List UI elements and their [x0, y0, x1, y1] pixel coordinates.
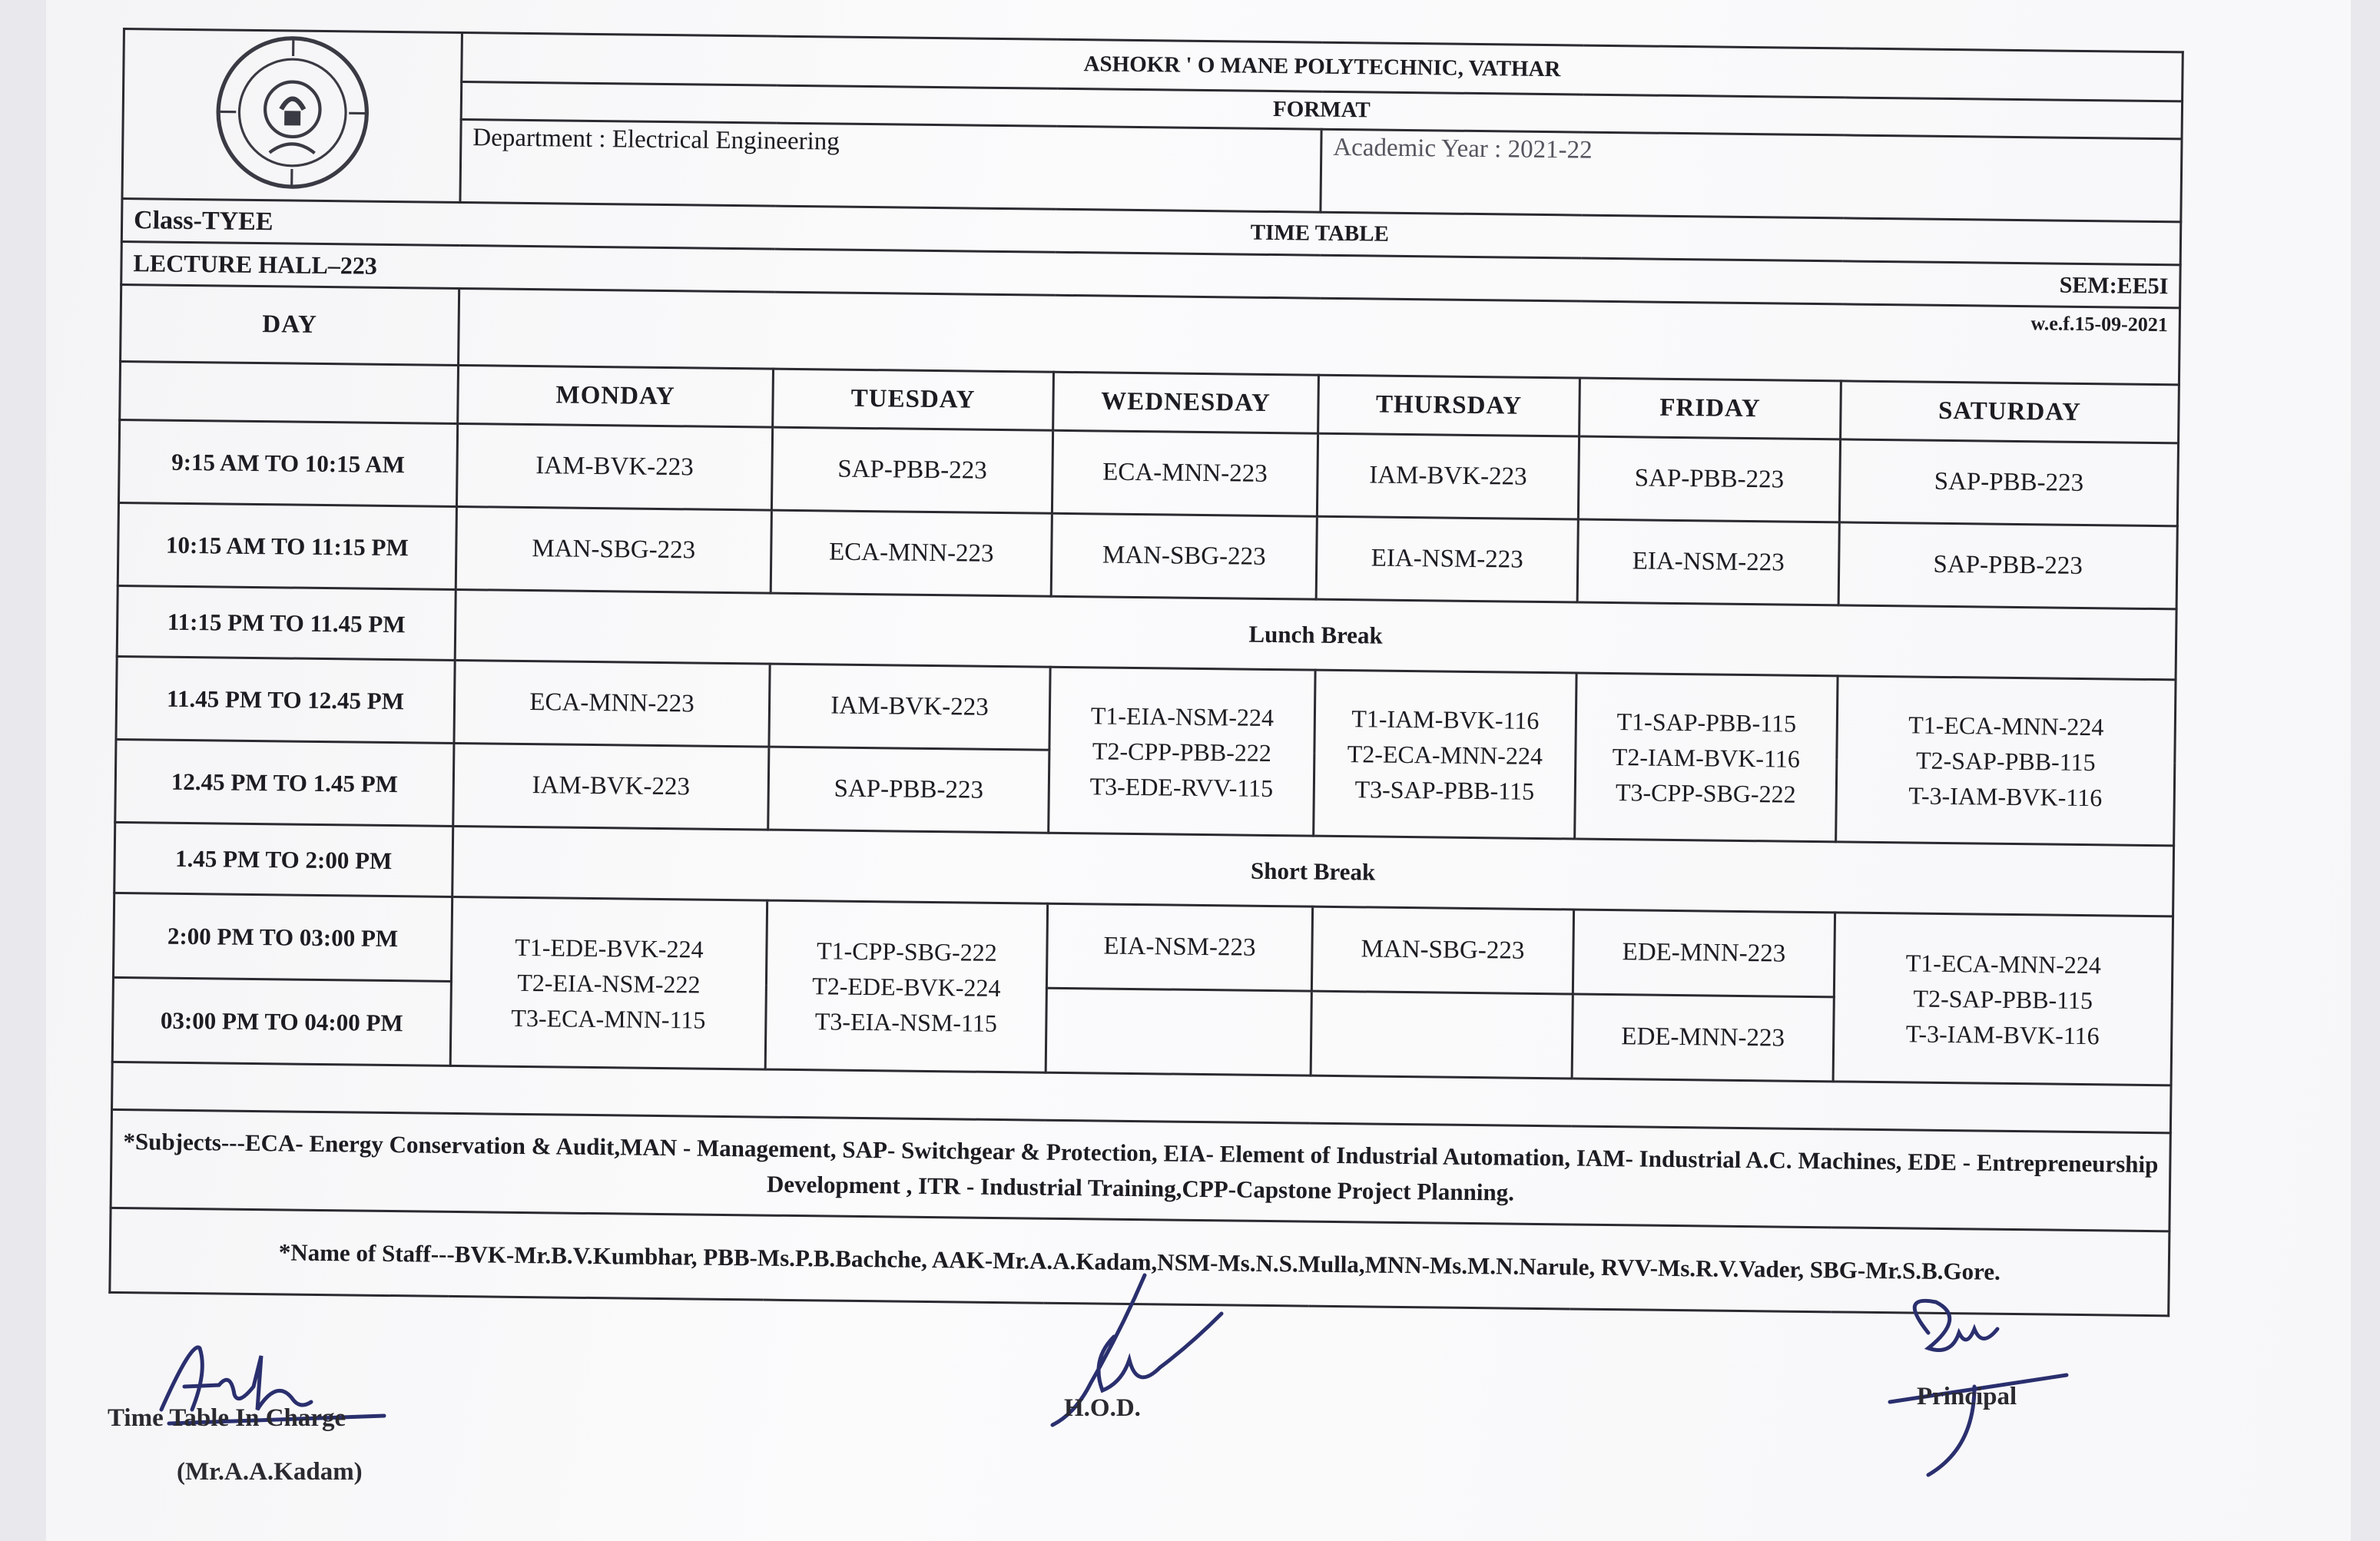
lecture-cell: MAN-SBG-223	[1311, 906, 1573, 994]
time-slot: 11.45 PM TO 12.45 PM	[116, 656, 455, 743]
incharge-name: (Mr.A.A.Kadam)	[177, 1458, 363, 1486]
academic-year: Academic Year : 2021-22	[1321, 129, 2182, 222]
saturday-header: SATURDAY	[1841, 381, 2179, 443]
thursday-header: THURSDAY	[1318, 375, 1580, 436]
lunch-break-row: Lunch Break	[455, 589, 2176, 679]
lecture-cell: MAN-SBG-223	[1051, 513, 1317, 599]
lecture-cell: EIA-NSM-223	[1316, 516, 1578, 602]
wednesday-header: WEDNESDAY	[1053, 372, 1319, 433]
lecture-cell: SAP-PBB-223	[768, 747, 1049, 833]
logo-cell	[122, 29, 462, 203]
lecture-cell: MAN-SBG-223	[456, 506, 771, 593]
timetable-title: TIME TABLE	[459, 202, 2181, 264]
lecture-hall: LECTURE HALL–223	[121, 241, 1056, 295]
day-header: DAY	[121, 284, 459, 365]
time-slot: 10:15 AM TO 11:15 PM	[118, 502, 456, 589]
principal-label: Principal	[1917, 1383, 2017, 1410]
lecture-cell: SAP-PBB-223	[771, 427, 1052, 513]
practical-batch-cell: T1-ECA-MNN-224 T2-SAP-PBB-115 T-3-IAM-BVK-116	[1833, 913, 2173, 1085]
lecture-cell	[1046, 988, 1311, 1075]
staff-legend: *Name of Staff---BVK-Mr.B.V.Kumbhar, PBB-Ms.P.B.Bachche, AAK-Mr.A.A.Kadam,NSM-Ms.N.S.Mulla,MNN-Ms.M.N.Narule, RVV-Ms.R.V.Vader, SBG-Mr.S.B.Gore.	[110, 1208, 2170, 1315]
practical-batch-cell: T1-IAM-BVK-116 T2-ECA-MNN-224 T3-SAP-PBB-115	[1314, 670, 1576, 839]
monday-header: MONDAY	[458, 365, 774, 427]
lecture-cell: ECA-MNN-223	[771, 510, 1052, 596]
lecture-cell: EIA-NSM-223	[1577, 519, 1839, 605]
time-slot: 9:15 AM TO 10:15 AM	[118, 419, 457, 506]
practical-batch-cell: T1-ECA-MNN-224 T2-SAP-PBB-115 T-3-IAM-BVK-116	[1836, 676, 2176, 846]
lecture-cell: EDE-MNN-223	[1573, 910, 1835, 997]
lecture-cell: EDE-MNN-223	[1572, 994, 1834, 1082]
practical-batch-cell: T1-EIA-NSM-224 T2-CPP-PBB-222 T3-EDE-RVV-115	[1049, 667, 1315, 836]
time-slot: 1.45 PM TO 2:00 PM	[114, 822, 453, 896]
practical-batch-cell: T1-CPP-SBG-222 T2-EDE-BVK-224 T3-EIA-NSM-115	[765, 900, 1047, 1072]
institute-name: ASHOKR ' O MANE POLYTECHNIC, VATHAR	[462, 33, 2183, 101]
lecture-cell: SAP-PBB-223	[1839, 439, 2178, 526]
time-slot: 03:00 PM TO 04:00 PM	[112, 977, 451, 1065]
schedule-table	[108, 360, 2180, 1317]
short-break-row: Short Break	[452, 826, 2174, 916]
effective-date: w.e.f.15-09-2021	[459, 288, 2180, 384]
practical-batch-cell: T1-EDE-BVK-224 T2-EIA-NSM-222 T3-ECA-MNN-115	[450, 896, 767, 1069]
format-label: FORMAT	[461, 81, 2182, 139]
hod-label: H.O.D.	[1064, 1394, 1141, 1422]
subjects-legend: *Subjects---ECA- Energy Conservation & Audit,MAN - Management, SAP- Switchgear & Protection, EIA- Element of Industrial Automation, IAM- Industrial A.C. Machines, EDE - Entrepreneurship Development , ITR - Industrial Training,CPP-Capstone Project Planning.	[111, 1109, 2170, 1231]
department-label: Department : Electrical Engineering	[460, 119, 1321, 212]
lecture-cell: ECA-MNN-223	[454, 660, 770, 747]
time-slot: 2:00 PM TO 03:00 PM	[113, 893, 452, 981]
friday-header: FRIDAY	[1579, 378, 1841, 439]
lecture-cell: SAP-PBB-223	[1838, 522, 2177, 609]
lecture-cell: IAM-BVK-223	[456, 423, 772, 510]
incharge-label: Time Table In Charge	[108, 1404, 346, 1432]
lecture-cell: ECA-MNN-223	[1052, 430, 1318, 516]
lecture-cell: IAM-BVK-223	[453, 743, 769, 830]
lecture-cell: EIA-NSM-223	[1046, 903, 1312, 991]
day-header-spacer	[120, 361, 459, 423]
practical-batch-cell: T1-SAP-PBB-115 T2-IAM-BVK-116 T3-CPP-SBG-222	[1575, 673, 1838, 842]
time-slot: 11:15 PM TO 11.45 PM	[117, 585, 456, 660]
lecture-cell	[1311, 991, 1573, 1079]
timetable-document	[108, 28, 2182, 1317]
class-label: Class-TYEE	[121, 199, 460, 246]
timetable-grid	[119, 28, 2184, 386]
lecture-cell: SAP-PBB-223	[1578, 436, 1840, 522]
semester-label: SEM:EE5I	[1055, 252, 2181, 308]
time-slot: 12.45 PM TO 1.45 PM	[115, 739, 454, 826]
lecture-cell: IAM-BVK-223	[1317, 433, 1579, 519]
tuesday-header: TUESDAY	[773, 369, 1054, 430]
lecture-cell: IAM-BVK-223	[769, 664, 1050, 750]
polytechnic-seal-icon	[210, 31, 373, 194]
